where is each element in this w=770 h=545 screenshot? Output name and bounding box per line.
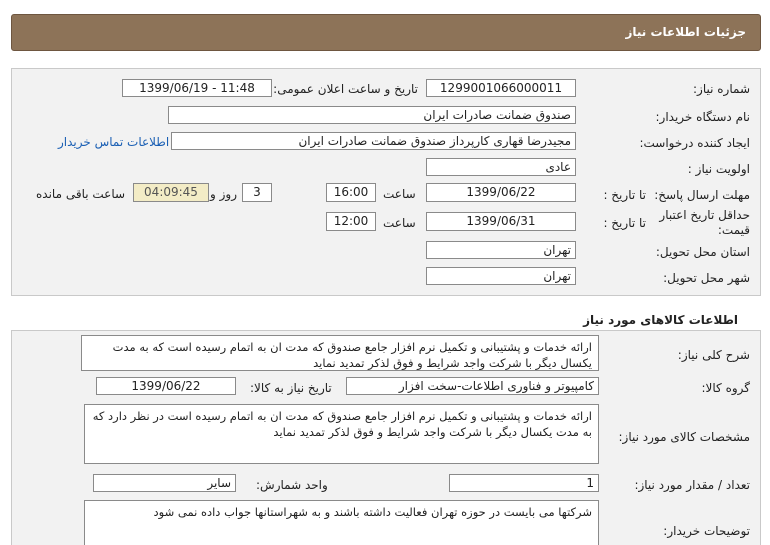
goods-specs-field: ارائه خدمات و پشتیبانی و تکمیل نرم افزار جامع صندوق که مدت ان به اتمام رسیده است در نظر دارد که به مدت یکسال دیگر با شرکت واجد شرایط و فوق لذکر تمدید نماید [84,404,599,464]
deadline-time-field: 16:00 [326,183,376,202]
goods-section-title: اطلاعات کالاهای مورد نیاز [583,313,738,327]
province-field: تهران [426,241,576,259]
city-label: شهر محل تحویل: [663,271,750,285]
buyer-org-label: نام دستگاه خریدار: [655,110,750,124]
announce-datetime-field: 1399/06/19 - 11:48 [122,79,272,97]
remaining-time-field: 04:09:45 [133,183,209,202]
buyer-notes-label: توضیحات خریدار: [663,524,750,538]
remaining-days-field: 3 [242,183,272,202]
validity-to-date-label: تا تاریخ : [603,216,646,230]
priority-label: اولویت نیاز : [687,162,750,176]
validity-date-field: 1399/06/31 [426,212,576,231]
goods-group-label: گروه کالا: [701,381,750,395]
general-description-field: ارائه خدمات و پشتیبانی و تکمیل نرم افزار جامع صندوق که مدت ان به اتمام رسیده است که به مدت یکسال دیگر با شرکت واجد شرایط و فوق لذکر تمدید نماید [81,335,599,371]
province-label: استان محل تحویل: [655,245,750,259]
validity-time-field: 12:00 [326,212,376,231]
requester-label: ایجاد کننده درخواست: [639,136,750,150]
city-field: تهران [426,267,576,285]
buyer-org-field: صندوق ضمانت صادرات ایران [168,106,576,124]
quantity-field: 1 [449,474,599,492]
response-deadline-label: مهلت ارسال پاسخ: [654,188,750,202]
page-title: جزئیات اطلاعات نیاز [625,25,746,39]
deadline-hour-label: ساعت [383,187,416,201]
price-validity-label: حداقل تاریخ اعتبار قیمت: [659,208,750,237]
announce-datetime-label: تاریخ و ساعت اعلان عمومی: [273,82,418,96]
need-number-field: 1299001066000011 [426,79,576,97]
need-info-panel [11,68,761,296]
priority-field: عادی [426,158,576,176]
need-number-label: شماره نیاز: [693,82,750,96]
general-description-label: شرح کلی نیاز: [677,348,750,362]
deadline-to-date-label: تا تاریخ : [603,188,646,202]
remaining-days-label: روز و [210,187,237,201]
goods-group-field: کامپیوتر و فناوری اطلاعات-سخت افزار [346,377,599,395]
buyer-contact-link[interactable]: اطلاعات تماس خریدار [58,135,170,149]
unit-field: سایر [93,474,236,492]
remaining-time-label: ساعت باقی مانده [36,187,126,201]
need-date-label: تاریخ نیاز به کالا: [250,381,332,395]
deadline-date-field: 1399/06/22 [426,183,576,202]
buyer-notes-field: شرکتها می بایست در حوزه تهران فعالیت داشته باشند و به شهراستانها جواب داده نمی شود [84,500,599,545]
quantity-label: تعداد / مقدار مورد نیاز: [634,478,750,492]
validity-hour-label: ساعت [383,216,416,230]
need-date-field: 1399/06/22 [96,377,236,395]
goods-specs-label: مشخصات کالای مورد نیاز: [618,430,750,444]
page-header [11,14,761,51]
unit-label: واحد شمارش: [256,478,328,492]
requester-field: مجیدرضا قهاری کارپرداز صندوق ضمانت صادرات ایران [171,132,576,150]
